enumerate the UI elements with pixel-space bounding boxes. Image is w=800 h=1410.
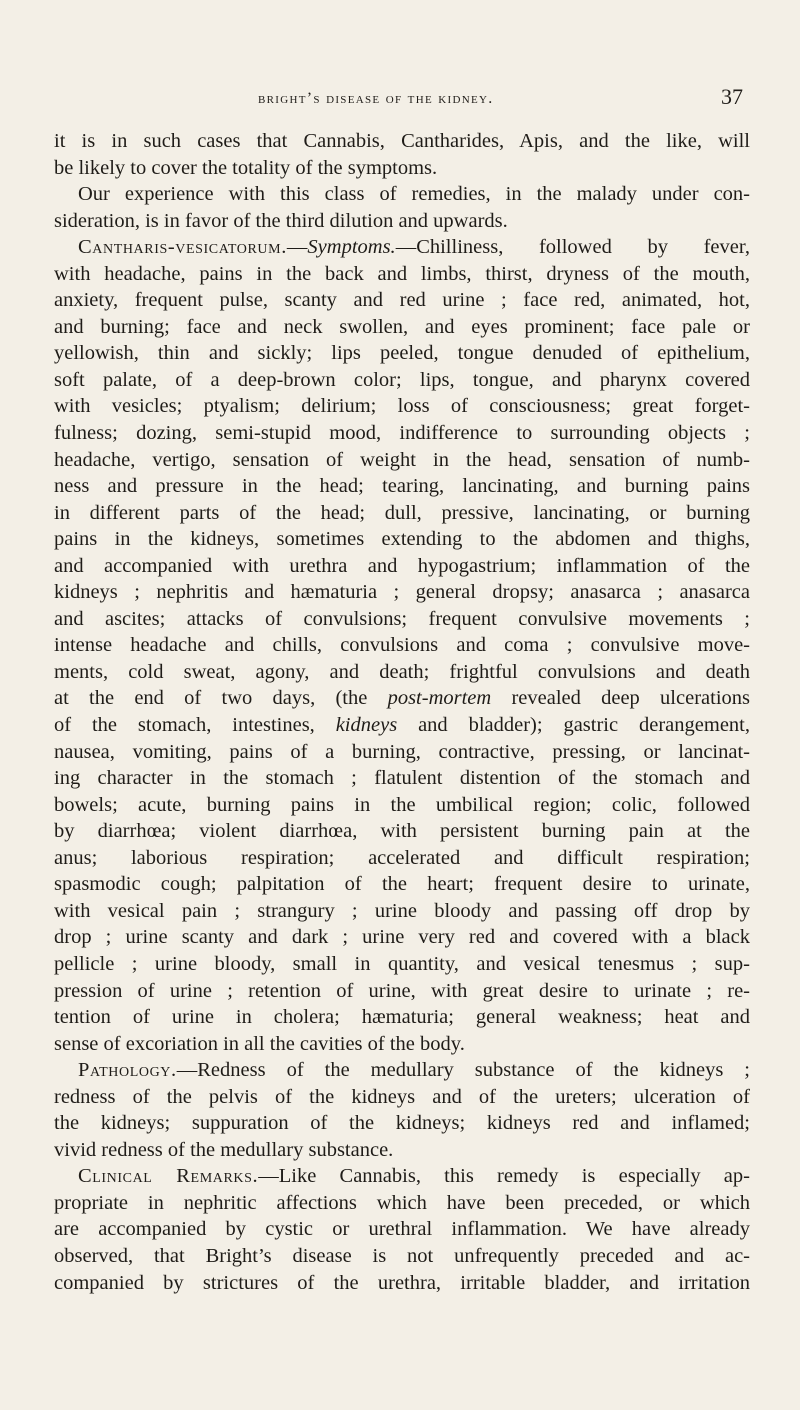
- text-line: spasmodic cough; palpitation of the heart; frequent desire to urinate,: [54, 873, 750, 896]
- text-segment: of the stomach, intestines,: [54, 714, 336, 737]
- section-heading: Clinical Remarks.: [78, 1165, 259, 1188]
- text-line: with vesical pain ; strangury ; urine bloody and passing off drop by: [54, 899, 750, 922]
- text-line: propriate in nephritic affections which have been preceded, or which: [54, 1191, 750, 1214]
- text-line: with headache, pains in the back and limbs, thirst, dryness of the mouth,: [54, 262, 750, 285]
- text-line: [54, 712, 750, 739]
- text-line: in different parts of the head; dull, pressive, lancinating, or burning: [54, 501, 750, 524]
- text-line: yellowish, thin and sickly; lips peeled, tongue denuded of epithelium,: [54, 342, 750, 365]
- text-line: redness of the pelvis of the kidneys and of the ureters; ulceration of: [54, 1085, 750, 1108]
- text-line: by diarrhœa; violent diarrhœa, with persistent burning pain at the: [54, 820, 750, 843]
- text-line: and burning; face and neck swollen, and eyes prominent; face pale or: [54, 315, 750, 338]
- section-heading: Pathology.: [78, 1059, 177, 1082]
- text-segment: —: [286, 236, 308, 259]
- text-line: the kidneys; suppuration of the kidneys; kidneys red and inflamed;: [54, 1112, 750, 1135]
- text-line: Our experience with this class of remedies, in the malady under con-: [78, 183, 750, 206]
- text-line: sideration, is in favor of the third dilution and upwards.: [54, 209, 508, 232]
- text-line: intense headache and chills, convulsions and coma ; convulsive move-: [54, 634, 750, 657]
- text-segment: —Like Cannabis, this remedy is especially ap-: [258, 1165, 750, 1188]
- text-line: [54, 234, 750, 261]
- running-title: bright’s disease of the kidney.: [258, 90, 494, 107]
- text-line: anxiety, frequent pulse, scanty and red urine ; face red, animated, hot,: [54, 289, 750, 312]
- running-head: [0, 84, 800, 114]
- text-line: be likely to cover the totality of the symptoms.: [54, 156, 438, 179]
- italic-text: post-mortem: [387, 687, 492, 710]
- section-heading: Cantharis-vesicatorum.: [78, 236, 287, 259]
- text-line: pellicle ; urine bloody, small in quantity, and vesical tenesmus ; sup-: [54, 952, 750, 975]
- text-segment: and bladder); gastric derangement,: [397, 714, 750, 737]
- text-line: ness and pressure in the head; tearing, lancinating, and burning pains: [54, 475, 750, 498]
- text-segment: at the end of two days, (the: [54, 687, 388, 710]
- text-line: observed, that Bright’s disease is not unfrequently preceded and ac-: [54, 1244, 750, 1267]
- text-line: with vesicles; ptyalism; delirium; loss of consciousness; great forget-: [54, 395, 750, 418]
- page-number: 37: [721, 84, 743, 109]
- text-line: it is in such cases that Cannabis, Cantharides, Apis, and the like, will: [54, 130, 750, 152]
- text-line: bowels; acute, burning pains in the umbilical region; colic, followed: [54, 793, 750, 816]
- text-line: nausea, vomiting, pains of a burning, contractive, pressing, or lancinat-: [54, 740, 750, 763]
- text-line: and accompanied with urethra and hypogastrium; inflammation of the: [54, 554, 750, 577]
- text-line: fulness; dozing, semi-stupid mood, indifference to surrounding objects ;: [54, 422, 750, 445]
- text-line: companied by strictures of the urethra, irritable bladder, and irritation: [54, 1271, 750, 1294]
- text-segment: —Chilliness, followed by fever,: [395, 236, 750, 259]
- text-segment: revealed deep ulcerations: [491, 687, 750, 710]
- text-line: anus; laborious respiration; accelerated and difficult respiration;: [54, 846, 750, 869]
- text-line: headache, vertigo, sensation of weight in the head, sensation of numb-: [54, 448, 750, 471]
- text-line: [54, 1163, 750, 1190]
- text-line: pains in the kidneys, sometimes extending to the abdomen and thighs,: [54, 528, 750, 551]
- text-segment: —Redness of the medullary substance of the kidneys ;: [176, 1059, 750, 1082]
- text-line: tention of urine in cholera; hæmaturia; general weakness; heat and: [54, 1006, 750, 1029]
- text-line: and ascites; attacks of convulsions; frequent convulsive movements ;: [54, 607, 750, 630]
- text-line: ments, cold sweat, agony, and death; frightful convulsions and death: [54, 660, 750, 683]
- text-line: sense of excoriation in all the cavities of the body.: [54, 1032, 465, 1055]
- text-line: are accompanied by cystic or urethral inflammation. We have already: [54, 1218, 750, 1241]
- text-line: [54, 1057, 750, 1084]
- text-line: soft palate, of a deep-brown color; lips, tongue, and pharynx covered: [54, 368, 750, 391]
- text-line: [54, 685, 750, 712]
- italic-text: kidneys: [335, 714, 398, 737]
- italic-text: Symptoms.: [307, 236, 396, 259]
- text-line: drop ; urine scanty and dark ; urine very red and covered with a black: [54, 926, 750, 949]
- text-line: pression of urine ; retention of urine, with great desire to urinate ; re-: [54, 979, 750, 1002]
- body-text: [54, 128, 750, 1296]
- text-line: kidneys ; nephritis and hæmaturia ; general dropsy; anasarca ; anasarca: [54, 581, 750, 604]
- text-line: vivid redness of the medullary substance.: [54, 1138, 394, 1161]
- text-line: ing character in the stomach ; flatulent distention of the stomach and: [54, 767, 750, 790]
